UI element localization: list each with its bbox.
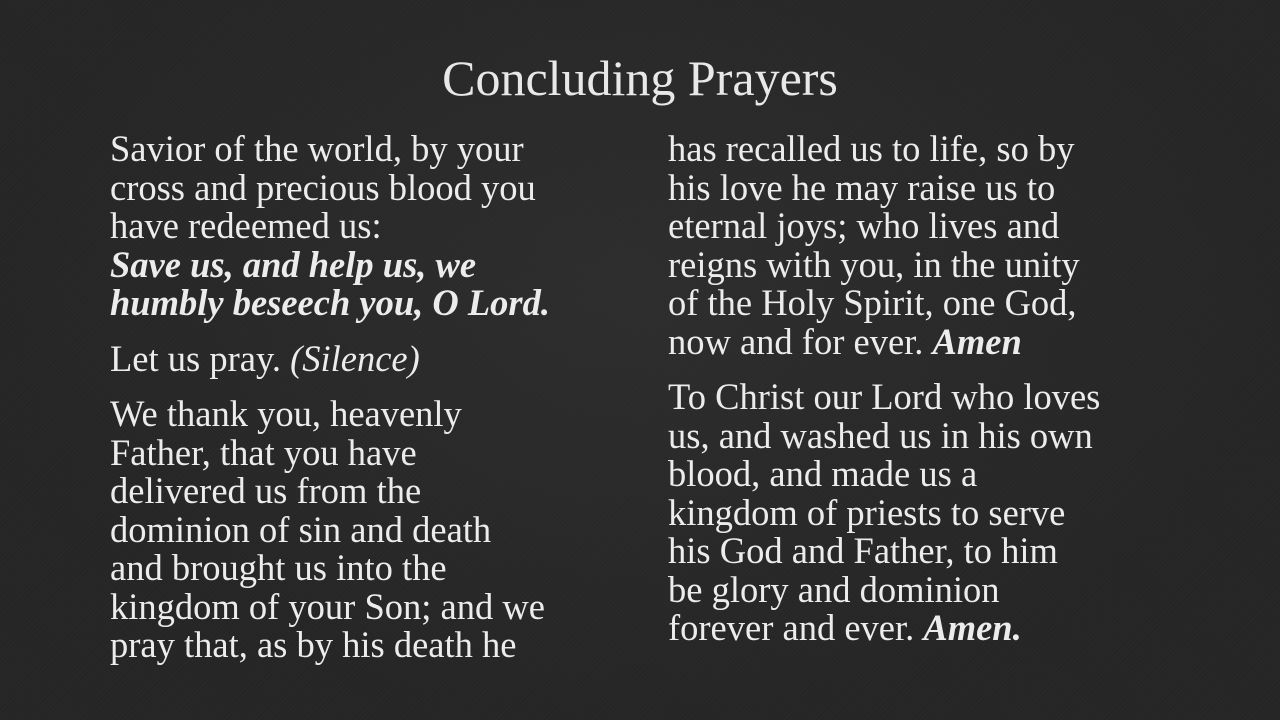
text-line: blood, and made us a	[668, 453, 978, 494]
text-line: be glory and dominion	[668, 568, 1000, 610]
right-column	[668, 130, 1208, 665]
closing-text: now and for ever.	[668, 320, 933, 362]
response-line: Save us, and help us, we	[110, 243, 477, 285]
amen-response: Amen	[932, 320, 1022, 362]
silence-rubric: (Silence)	[290, 337, 420, 379]
doxology-paragraph	[668, 378, 1208, 648]
text-line: his love he may raise us to	[668, 166, 1056, 208]
amen-response: Amen.	[923, 607, 1022, 648]
let-us-pray-paragraph	[110, 337, 640, 379]
text-line	[110, 337, 640, 379]
collect-paragraph	[110, 395, 640, 665]
text-line: Father, that you have	[110, 431, 417, 473]
response-line: humbly beseech you, O Lord.	[110, 282, 550, 323]
text-line: kingdom of priests to serve	[668, 491, 1066, 533]
let-us-pray-text: Let us pray.	[110, 337, 291, 379]
text-line: us, and washed us in his own	[668, 414, 1093, 456]
text-line	[668, 609, 1208, 648]
closing-text: forever and ever.	[668, 607, 924, 648]
text-line: reigns with you, in the unity	[668, 243, 1080, 285]
text-line: delivered us from the	[110, 470, 422, 511]
text-line: have redeemed us:	[110, 205, 382, 246]
text-line: Savior of the world, by your	[110, 128, 524, 169]
text-line: cross and precious blood you	[110, 166, 536, 208]
text-line: has recalled us to life, so by	[668, 128, 1075, 169]
text-line: eternal joys; who lives and	[668, 205, 1060, 246]
text-line: his God and Father, to him	[668, 530, 1058, 571]
versicle-paragraph	[110, 130, 640, 323]
text-line: To Christ our Lord who loves	[668, 376, 1101, 417]
text-line: kingdom of your Son; and we	[110, 585, 545, 627]
collect-continuation-paragraph	[668, 130, 1208, 361]
text-line: of the Holy Spirit, one God,	[668, 282, 1077, 323]
text-line: dominion of sin and death	[110, 508, 492, 550]
text-line	[668, 320, 1208, 362]
text-line: We thank you, heavenly	[110, 393, 462, 434]
slide-title: Concluding Prayers	[442, 50, 838, 106]
text-line: and brought us into the	[110, 547, 447, 588]
text-line: pray that, as by his death he	[110, 624, 517, 665]
left-column	[110, 130, 640, 682]
